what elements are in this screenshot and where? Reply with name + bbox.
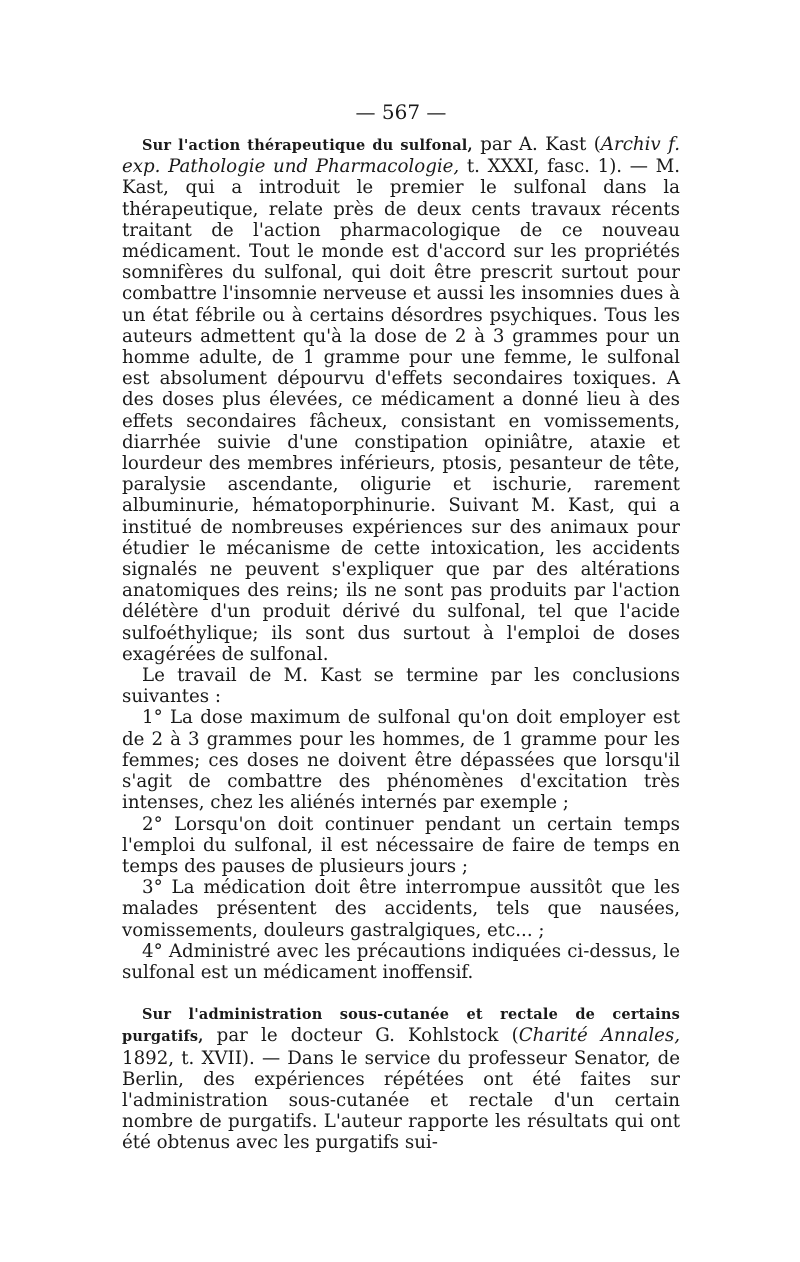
article-sulfonal-lead (122, 134, 680, 665)
article-heading: Sur l'action thérapeutique du sulfonal, (142, 137, 473, 154)
article-body: Dans le service du professeur Senator, de Berlin, des expériences répétées ont été faites sur l'administration sous-cutanée et rectale d'un certain nombre de purgatifs. L'auteur rapporte les résultats qui ont été obtenus avec les purgatifs sui- (122, 1047, 680, 1154)
conclusion-item: 3° La médication doit être interrompue aussitôt que les malades présentent des accidents, tels que nausées, vomissements, douleurs gastralgiques, etc... ; (122, 877, 680, 941)
conclusion-item: 2° Lorsqu'on doit continuer pendant un certain temps l'emploi du sulfonal, il est nécessaire de faire de temps en temps des pauses de plusieurs jours ; (122, 813, 680, 877)
section-gap (122, 983, 680, 1003)
article-byline: par le docteur G. Kohlstock ( (203, 1025, 519, 1047)
conclusion-item: 4° Administré avec les précautions indiquées ci-dessus, le sulfonal est un médicament inoffensif. (122, 940, 680, 983)
conclusion-item: 1° La dose maximum de sulfonal qu'on doit employer est de 2 à 3 grammes pour les hommes, de 1 gramme pour les femmes; ces doses ne doivent être dépassées que lorsqu'il s'agit de combattre des phénomènes d'excitation très intenses, chez les aliénés internés par exemple ; (122, 707, 680, 814)
article-byline: par A. Kast ( (472, 134, 601, 155)
article-heading: Sur l'administration sous-cutanée et rectale de certains purgatifs, (122, 1006, 680, 1046)
article-body: M. Kast, qui a introduit le premier le sulfonal dans la thérapeutique, relate près de deux cents travaux récents traitant de l'action pharmacologique de ce nouveau médicament. Tout le monde est d'accord sur les propriétés somnifères du sulfonal, qui doit être prescrit surtout pour combattre l'insomnie nerveuse et aussi les insomnies dues à un état fébrile ou à certains désordres psychiques. Tous les auteurs admettent qu'à la dose de 2 à 3 grammes pour un homme adulte, de 1 gramme pour une femme, le sulfonal est absolument dépourvu d'effets secondaires toxiques. A des doses plus élevées, ce médicament a donné lieu à des effets secondaires fâcheux, consistant en vomissements, diarrhée suivie d'une constipation opiniâtre, ataxie et lourdeur des membres inférieurs, ptosis, pesanteur de tête, paralysie ascendante, oligurie et ischurie, rarement albuminurie, hématoporphinurie. Suivant M. Kast, qui a institué de nombreuses expériences sur des animaux pour étudier le mécanisme de cette intoxication, les accidents signalés ne peuvent s'expliquer que par des altérations anatomiques des reins; ils ne sont pas produits par l'action délétère d'un produit dérivé du sulfonal, tel que l'acide sulfoéthylique; ils sont dus surtout à l'emploi de doses exagérées de sulfonal. (122, 156, 680, 665)
article-citation: t. XXXI, fasc. 1). — (459, 156, 656, 178)
page-number: — 567 — (355, 100, 447, 124)
article-source: Archiv f. exp. Pathologie und Pharmacologie, (122, 134, 680, 178)
conclusions-intro: Le travail de M. Kast se termine par les conclusions suivantes : (122, 665, 680, 708)
article-citation: 1892, t. XVII). — (122, 1047, 288, 1069)
article-purgatifs-lead (122, 1003, 680, 1153)
article-source: Charité Annales, (518, 1025, 681, 1047)
page (122, 100, 680, 1154)
